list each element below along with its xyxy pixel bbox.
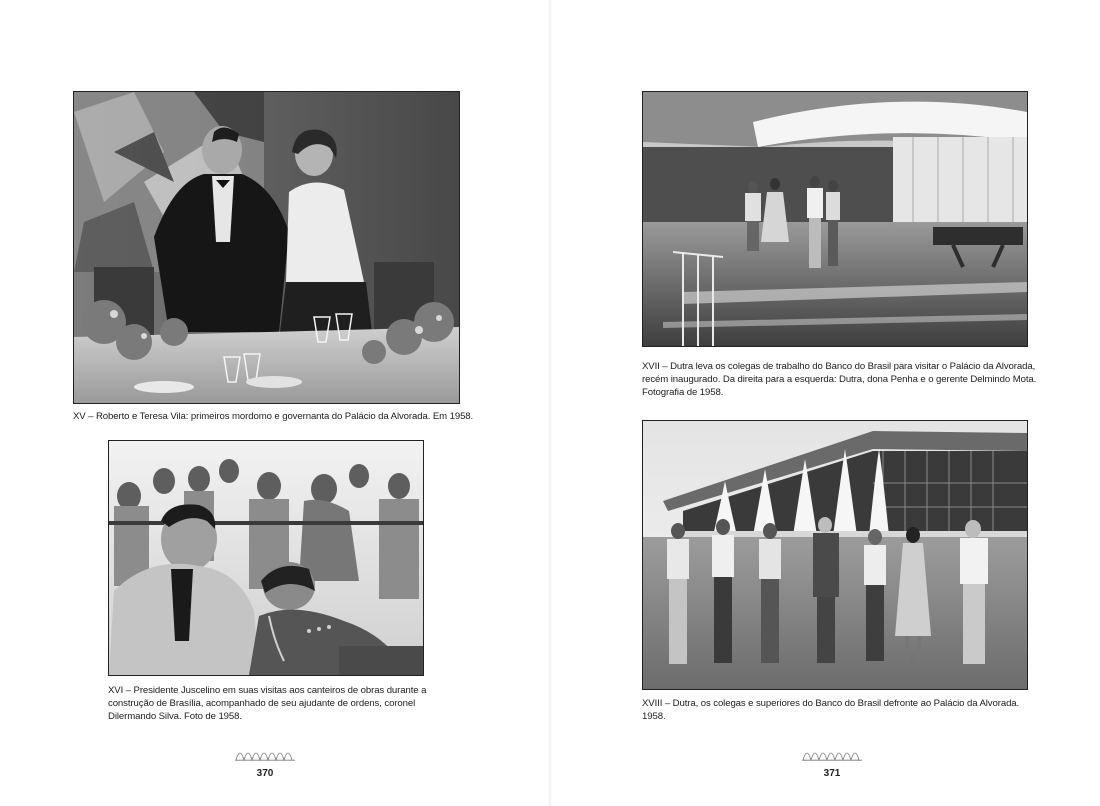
page-number-right: 371 bbox=[823, 768, 841, 779]
caption-line: XVI – Presidente Juscelino em suas visitas aos canteiros de obras durante a bbox=[108, 685, 427, 696]
caption-line: XVII – Dutra leva os colegas de trabalho do Banco do Brasil para visitar o Palácio da Alvorada, bbox=[642, 361, 1036, 372]
photo-xv-caption: XV – Roberto e Teresa Vila: primeiros mordomo e governanta do Palácio da Alvorada. Em 1958. bbox=[73, 411, 474, 422]
caption-line: XVIII – Dutra, os colegas e superiores do Banco do Brasil defronte ao Palácio da Alvorada. bbox=[642, 698, 1020, 709]
caption-line: Fotografia de 1958. bbox=[642, 387, 724, 398]
decorative-arches-ornament bbox=[235, 745, 295, 761]
photo-xvi-president-at-construction-site bbox=[108, 440, 424, 676]
photo-xviii-group-in-front-of-palace bbox=[642, 420, 1028, 690]
right-page bbox=[550, 0, 1100, 806]
photo-xvii-palace-interior-visit bbox=[642, 91, 1028, 347]
photo-xvi-caption bbox=[108, 684, 448, 723]
caption-line: construção de Brasília, acompanhado de seu ajudante de ordens, coronel bbox=[108, 698, 416, 709]
photo-xviii-caption bbox=[642, 697, 1062, 723]
decorative-arches-ornament bbox=[802, 745, 862, 761]
photo-xv-butler-and-housekeeper bbox=[73, 91, 460, 404]
caption-line: Dilermando Silva. Foto de 1958. bbox=[108, 711, 242, 722]
photo-xvii-caption bbox=[642, 360, 1062, 399]
caption-line: recém inaugurado. Da direita para a esquerda: Dutra, dona Penha e o gerente Delmindo Mota. bbox=[642, 374, 1037, 385]
caption-line: 1958. bbox=[642, 711, 666, 722]
page-number-left: 370 bbox=[256, 768, 274, 779]
